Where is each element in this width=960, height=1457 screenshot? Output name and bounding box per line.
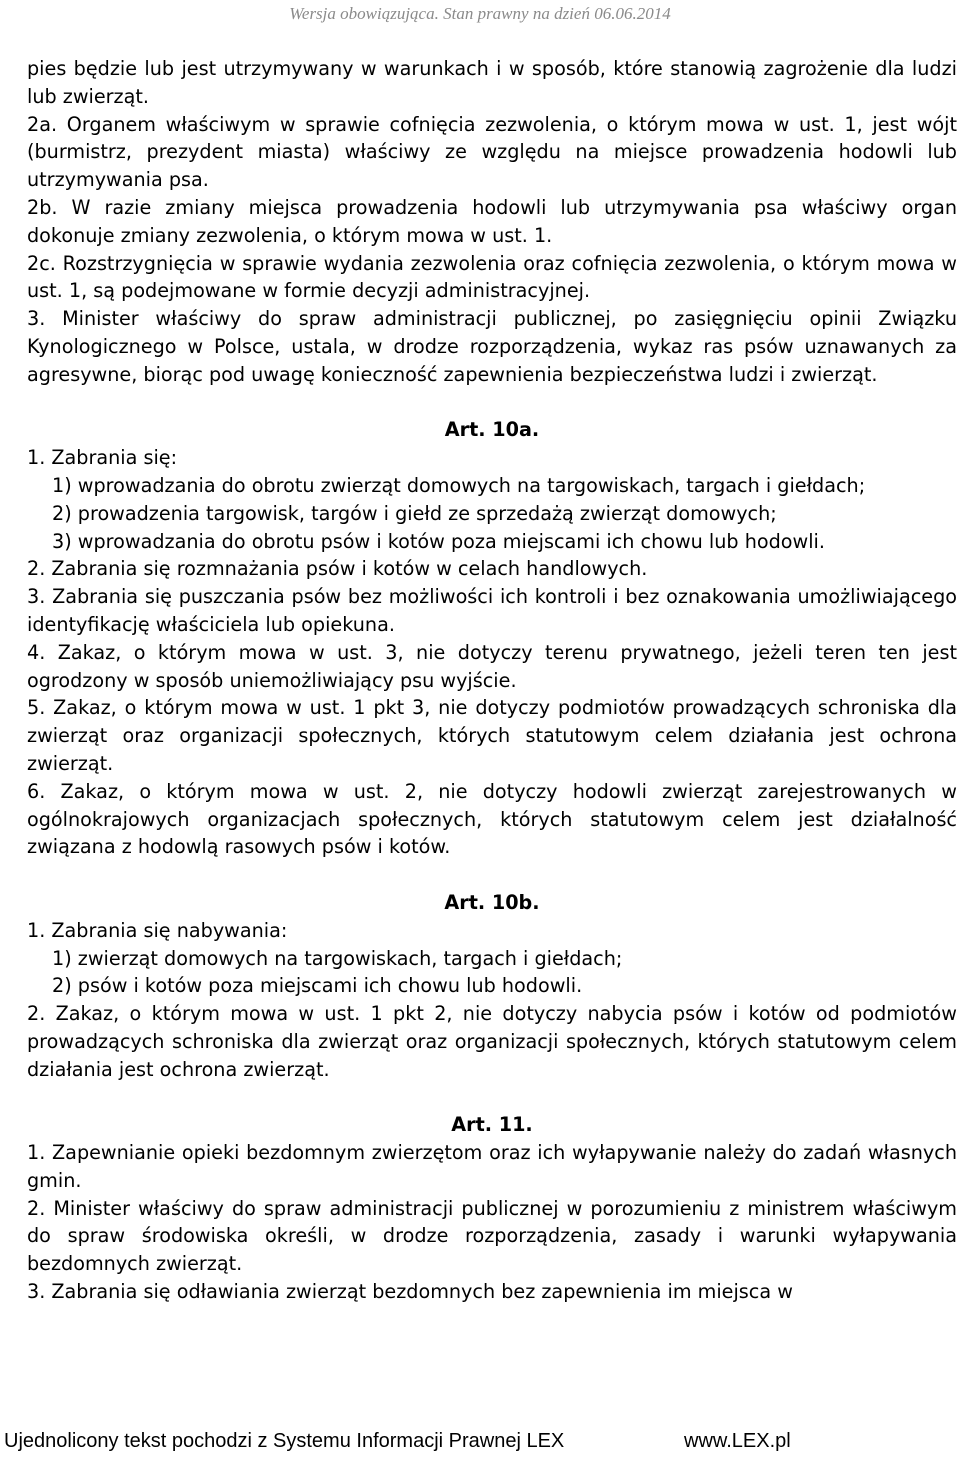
article-heading-10b: Art. 10b. (444, 890, 540, 914)
paragraph: 3. Zabrania się odławiania zwierząt bezdomnych bez zapewnienia im miejsca w (27, 1280, 793, 1304)
paragraph: 1. Zabrania się: (27, 446, 178, 470)
paragraph: 2. Zabrania się rozmnażania psów i kotów w celach handlowych. (27, 557, 648, 581)
paragraph-3: 3. Minister właściwy do spraw administracji publicznej, po zasięgnięciu opinii Związku Kynologicznego w Polsce, ustala, w drodze rozporządzenia, wykaz ras psów uznawanych za agresywne, biorąc pod uwagę konieczność zapewnienia bezpieczeństwa ludzi i zwierząt. (27, 307, 957, 386)
paragraph: 1. Zabrania się nabywania: (27, 918, 288, 942)
paragraph: 2. Zakaz, o którym mowa w ust. 1 pkt 2, nie dotyczy nabycia psów i kotów od podmiotów prowadzących schroniska dla zwierząt oraz organizacji społecznych, których statutowym celem działania jest ochrona zwierząt. (27, 1002, 957, 1081)
footer-source-text: Ujednolicony tekst pochodzi z Systemu Informacji Prawnej LEX (4, 1430, 565, 1452)
paragraph-2c: 2c. Rozstrzygnięcia w sprawie wydania zezwolenia oraz cofnięcia zezwolenia, o którym mowa w ust. 1, są podejmowane w formie decyzji administracyjnej. (27, 251, 957, 303)
paragraph: 2. Minister właściwy do spraw administracji publicznej w porozumieniu z ministrem właściwym do spraw środowiska określi, w drodze rozporządzenia, zasady i warunki wyłapywania bezdomnych zwierząt. (27, 1196, 957, 1276)
paragraph-2b: 2b. W razie zmiany miejsca prowadzenia hodowli lub utrzymywania psa właściwy organ dokonuje zmiany zezwolenia, o którym mowa w ust. 1. (27, 195, 957, 247)
article-heading-11: Art. 11. (451, 1113, 533, 1137)
list-item: 1) wprowadzania do obrotu zwierząt domowych na targowiskach, targach i giełdach; (52, 473, 866, 497)
paragraph: 6. Zakaz, o którym mowa w ust. 2, nie dotyczy hodowli zwierząt zarejestrowanych w ogólnokrajowych organizacjach społecznych, których statutowym celem jest działalność związana z hodowlą rasowych psów i kotów. (27, 779, 957, 859)
paragraph: 3. Zabrania się puszczania psów bez możliwości ich kontroli i bez oznakowania umożliwiającego identyfikację właściciela lub opiekuna. (27, 585, 957, 636)
paragraph-2a: 2a. Organem właściwym w sprawie cofnięcia zezwolenia, o którym mowa w ust. 1, jest wójt (burmistrz, prezydent miasta) właściwy ze względu na miejsce prowadzenia hodowli lub utrzymywania psa. (27, 112, 957, 192)
list-item: 3) wprowadzania do obrotu psów i kotów poza miejscami ich chowu lub hodowli. (52, 529, 825, 553)
document-body (27, 55, 957, 1306)
paragraph: 4. Zakaz, o którym mowa w ust. 3, nie dotyczy terenu prywatnego, jeżeli teren ten jest ogrodzony w sposób uniemożliwiający psu wyjście. (27, 640, 957, 692)
article-heading-10a: Art. 10a. (444, 418, 540, 442)
page-header: Wersja obowiązująca. Stan prawny na dzień 06.06.2014 (289, 4, 671, 23)
list-item: 1) zwierząt domowych na targowiskach, targach i giełdach; (52, 946, 623, 970)
paragraph: 5. Zakaz, o którym mowa w ust. 1 pkt 3, nie dotyczy podmiotów prowadzących schroniska dla zwierząt oraz organizacji społecznych, których statutowym celem działania jest ochrona zwierząt. (27, 696, 957, 775)
paragraph: pies będzie lub jest utrzymywany w warunkach i w sposób, które stanowią zagrożenie dla ludzi lub zwierząt. (27, 57, 957, 108)
paragraph: 1. Zapewnianie opieki bezdomnym zwierzętom oraz ich wyłapywanie należy do zadań własnych gmin. (27, 1141, 957, 1192)
list-item: 2) prowadzenia targowisk, targów i giełd ze sprzedażą zwierząt domowych; (52, 501, 777, 525)
footer-link[interactable]: www.LEX.pl (684, 1430, 791, 1452)
list-item: 2) psów i kotów poza miejscami ich chowu lub hodowli. (52, 974, 583, 998)
